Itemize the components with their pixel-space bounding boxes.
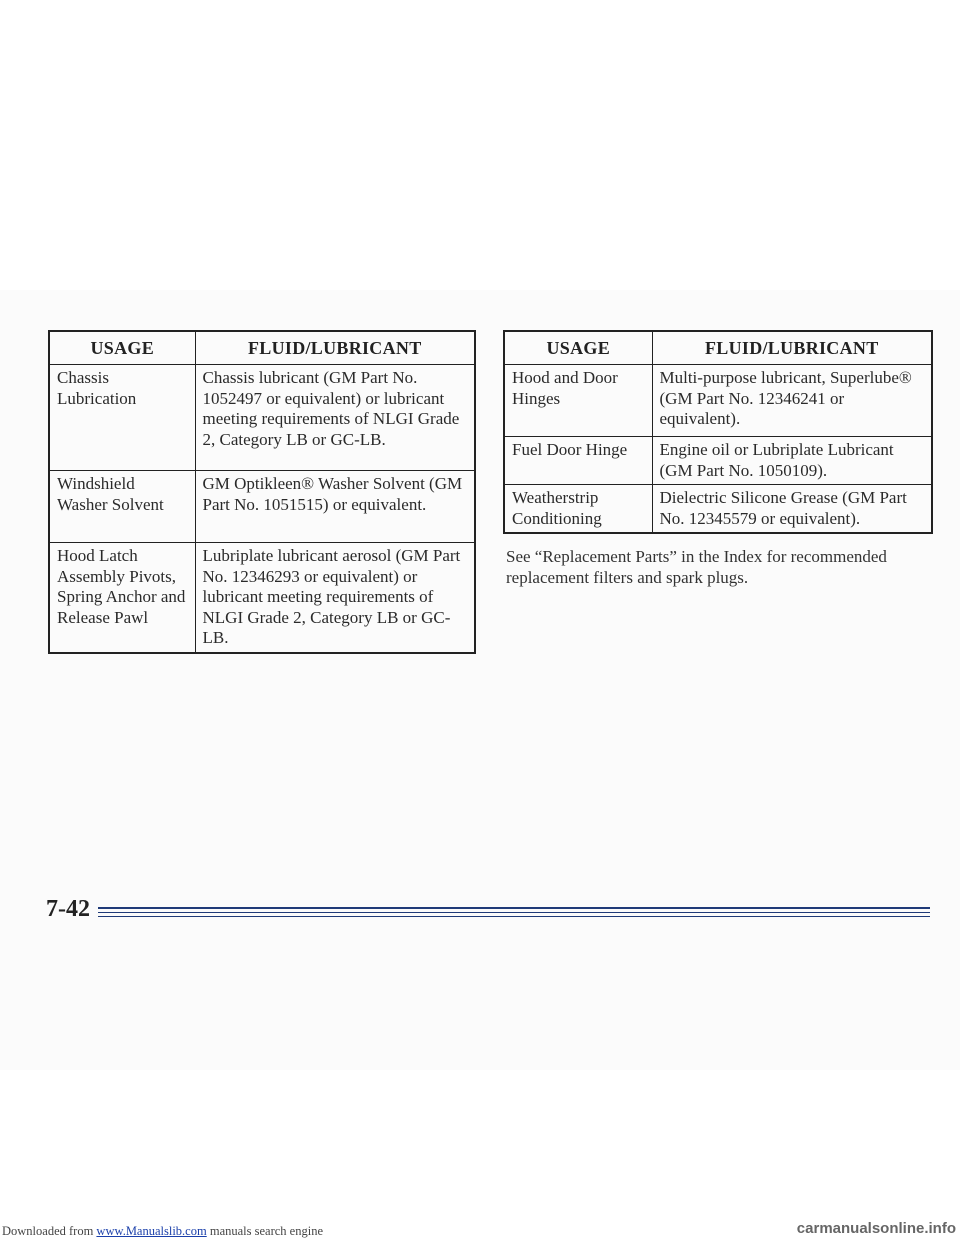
fluid-cell: Engine oil or Lubriplate Lubricant (GM Part No. 1050109). [652,437,932,485]
fluid-table-right [503,330,933,534]
fluid-cell: Chassis lubricant (GM Part No. 1052497 or equivalent) or lubricant meeting requirements of NLGI Grade 2, Category LB or GC-LB. [195,365,475,471]
fluid-cell: GM Optikleen® Washer Solvent (GM Part No. 1051515) or equivalent. [195,471,475,543]
table-header-row [504,331,932,365]
usage-cell: Chassis Lubrication [49,365,195,471]
table-row [49,543,475,653]
table-row [504,365,932,437]
download-banner [0,1222,960,1242]
fluid-cell: Dielectric Silicone Grease (GM Part No. 12345579 or equivalent). [652,485,932,534]
manualslib-link[interactable]: www.Manualslib.com [96,1224,207,1238]
footer-rule [98,912,930,913]
fluid-header: FLUID/LUBRICANT [195,331,475,365]
usage-header: USAGE [504,331,652,365]
table-row [49,471,475,543]
page-number: 7-42 [46,896,90,922]
usage-cell: Weatherstrip Conditioning [504,485,652,534]
watermark: carmanualsonline.info [796,1220,956,1237]
usage-cell: Hood Latch Assembly Pivots, Spring Anchor and Release Pawl [49,543,195,653]
fluid-cell: Lubriplate lubricant aerosol (GM Part No. 12346293 or equivalent) or lubricant meeting requirements of NLGI Grade 2, Category LB or GC-LB. [195,543,475,653]
usage-cell: Hood and Door Hinges [504,365,652,437]
replacement-parts-note: See “Replacement Parts” in the Index for recommended replacement filters and spark plugs. [506,547,887,587]
fluid-table-left [48,330,476,654]
table-row [504,437,932,485]
footer-rule [98,907,930,909]
table-header-row [49,331,475,365]
usage-cell: Windshield Washer Solvent [49,471,195,543]
banner-suffix: manuals search engine [206,1224,323,1238]
table-row [49,365,475,471]
banner-prefix: Downloaded from [2,1224,97,1238]
table-row [504,485,932,534]
fluid-header: FLUID/LUBRICANT [652,331,932,365]
footer-rule [98,916,930,917]
fluid-cell: Multi-purpose lubricant, Superlube® (GM Part No. 12346241 or equivalent). [652,365,932,437]
usage-cell: Fuel Door Hinge [504,437,652,485]
usage-header: USAGE [49,331,195,365]
